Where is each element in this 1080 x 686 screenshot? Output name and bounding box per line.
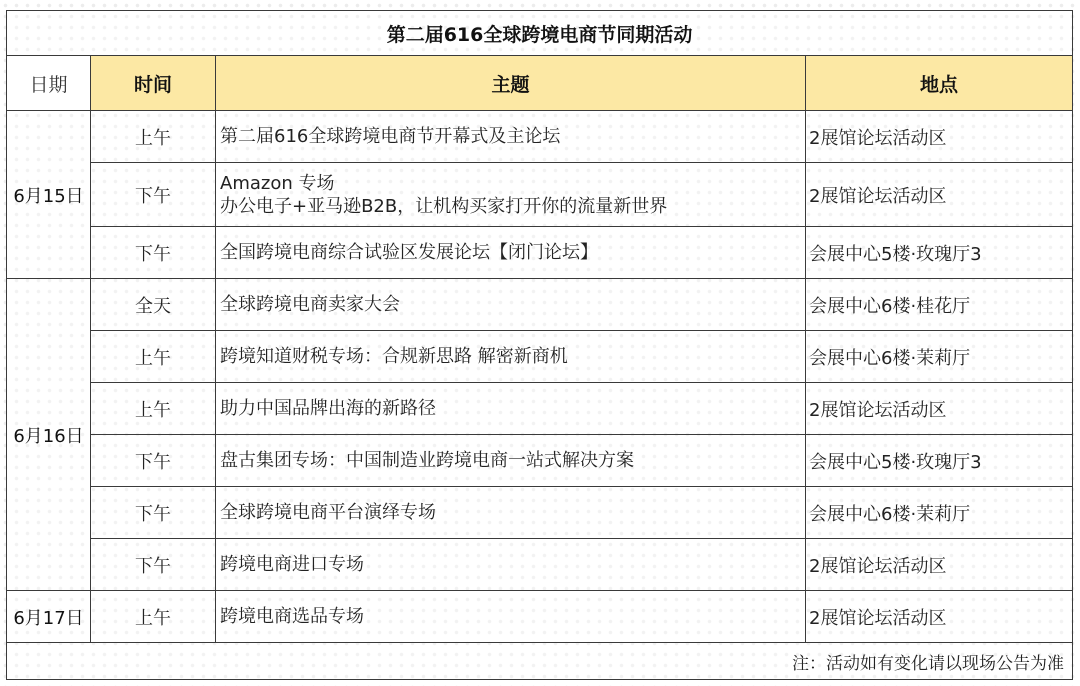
topic-cell bbox=[216, 163, 806, 227]
location-cell: 会展中心6楼·茉莉厅 bbox=[806, 331, 1073, 383]
topic-line: Amazon 专场 bbox=[220, 172, 335, 194]
topic-cell: 全球跨境电商平台演绎专场 bbox=[216, 487, 806, 539]
location-cell: 2展馆论坛活动区 bbox=[806, 591, 1073, 643]
topic-cell: 跨境电商进口专场 bbox=[216, 539, 806, 591]
time-cell: 上午 bbox=[91, 331, 216, 383]
time-cell: 全天 bbox=[91, 279, 216, 331]
location-cell: 会展中心6楼·桂花厅 bbox=[806, 279, 1073, 331]
date-cell: 6月15日 bbox=[7, 111, 91, 279]
header-time: 时间 bbox=[91, 56, 216, 111]
location-cell: 2展馆论坛活动区 bbox=[806, 383, 1073, 435]
location-cell: 会展中心6楼·茉莉厅 bbox=[806, 487, 1073, 539]
topic-cell: 盘古集团专场：中国制造业跨境电商一站式解决方案 bbox=[216, 435, 806, 487]
table-row bbox=[7, 383, 1073, 435]
table-row bbox=[7, 487, 1073, 539]
topic-cell: 跨境电商选品专场 bbox=[216, 591, 806, 643]
header-row bbox=[7, 56, 1073, 111]
time-cell: 下午 bbox=[91, 435, 216, 487]
topic-line: 办公电子+亚马逊B2B，让机构买家打开你的流量新世界 bbox=[220, 195, 668, 217]
table-row bbox=[7, 435, 1073, 487]
time-cell: 下午 bbox=[91, 227, 216, 279]
schedule-table bbox=[6, 10, 1073, 680]
location-cell: 2展馆论坛活动区 bbox=[806, 163, 1073, 227]
table-title: 第二届616全球跨境电商节同期活动 bbox=[7, 11, 1073, 56]
time-cell: 下午 bbox=[91, 487, 216, 539]
location-cell: 2展馆论坛活动区 bbox=[806, 111, 1073, 163]
time-cell: 上午 bbox=[91, 111, 216, 163]
topic-cell: 第二届616全球跨境电商节开幕式及主论坛 bbox=[216, 111, 806, 163]
header-location: 地点 bbox=[806, 56, 1073, 111]
time-cell: 下午 bbox=[91, 539, 216, 591]
table-row bbox=[7, 591, 1073, 643]
time-cell: 上午 bbox=[91, 383, 216, 435]
footnote: 注：活动如有变化请以现场公告为准 bbox=[7, 643, 1073, 680]
table-row bbox=[7, 279, 1073, 331]
topic-cell: 跨境知道财税专场：合规新思路 解密新商机 bbox=[216, 331, 806, 383]
table-row bbox=[7, 111, 1073, 163]
header-topic: 主题 bbox=[216, 56, 806, 111]
table-row bbox=[7, 331, 1073, 383]
topic-cell: 全球跨境电商卖家大会 bbox=[216, 279, 806, 331]
location-cell: 会展中心5楼·玫瑰厅3 bbox=[806, 435, 1073, 487]
table-row bbox=[7, 227, 1073, 279]
location-cell: 会展中心5楼·玫瑰厅3 bbox=[806, 227, 1073, 279]
topic-cell: 助力中国品牌出海的新路径 bbox=[216, 383, 806, 435]
date-cell: 6月17日 bbox=[7, 591, 91, 643]
table-row bbox=[7, 539, 1073, 591]
location-cell: 2展馆论坛活动区 bbox=[806, 539, 1073, 591]
time-cell: 下午 bbox=[91, 163, 216, 227]
date-cell: 6月16日 bbox=[7, 279, 91, 591]
header-date: 日期 bbox=[7, 56, 91, 111]
table-row bbox=[7, 163, 1073, 227]
topic-cell: 全国跨境电商综合试验区发展论坛【闭门论坛】 bbox=[216, 227, 806, 279]
time-cell: 上午 bbox=[91, 591, 216, 643]
